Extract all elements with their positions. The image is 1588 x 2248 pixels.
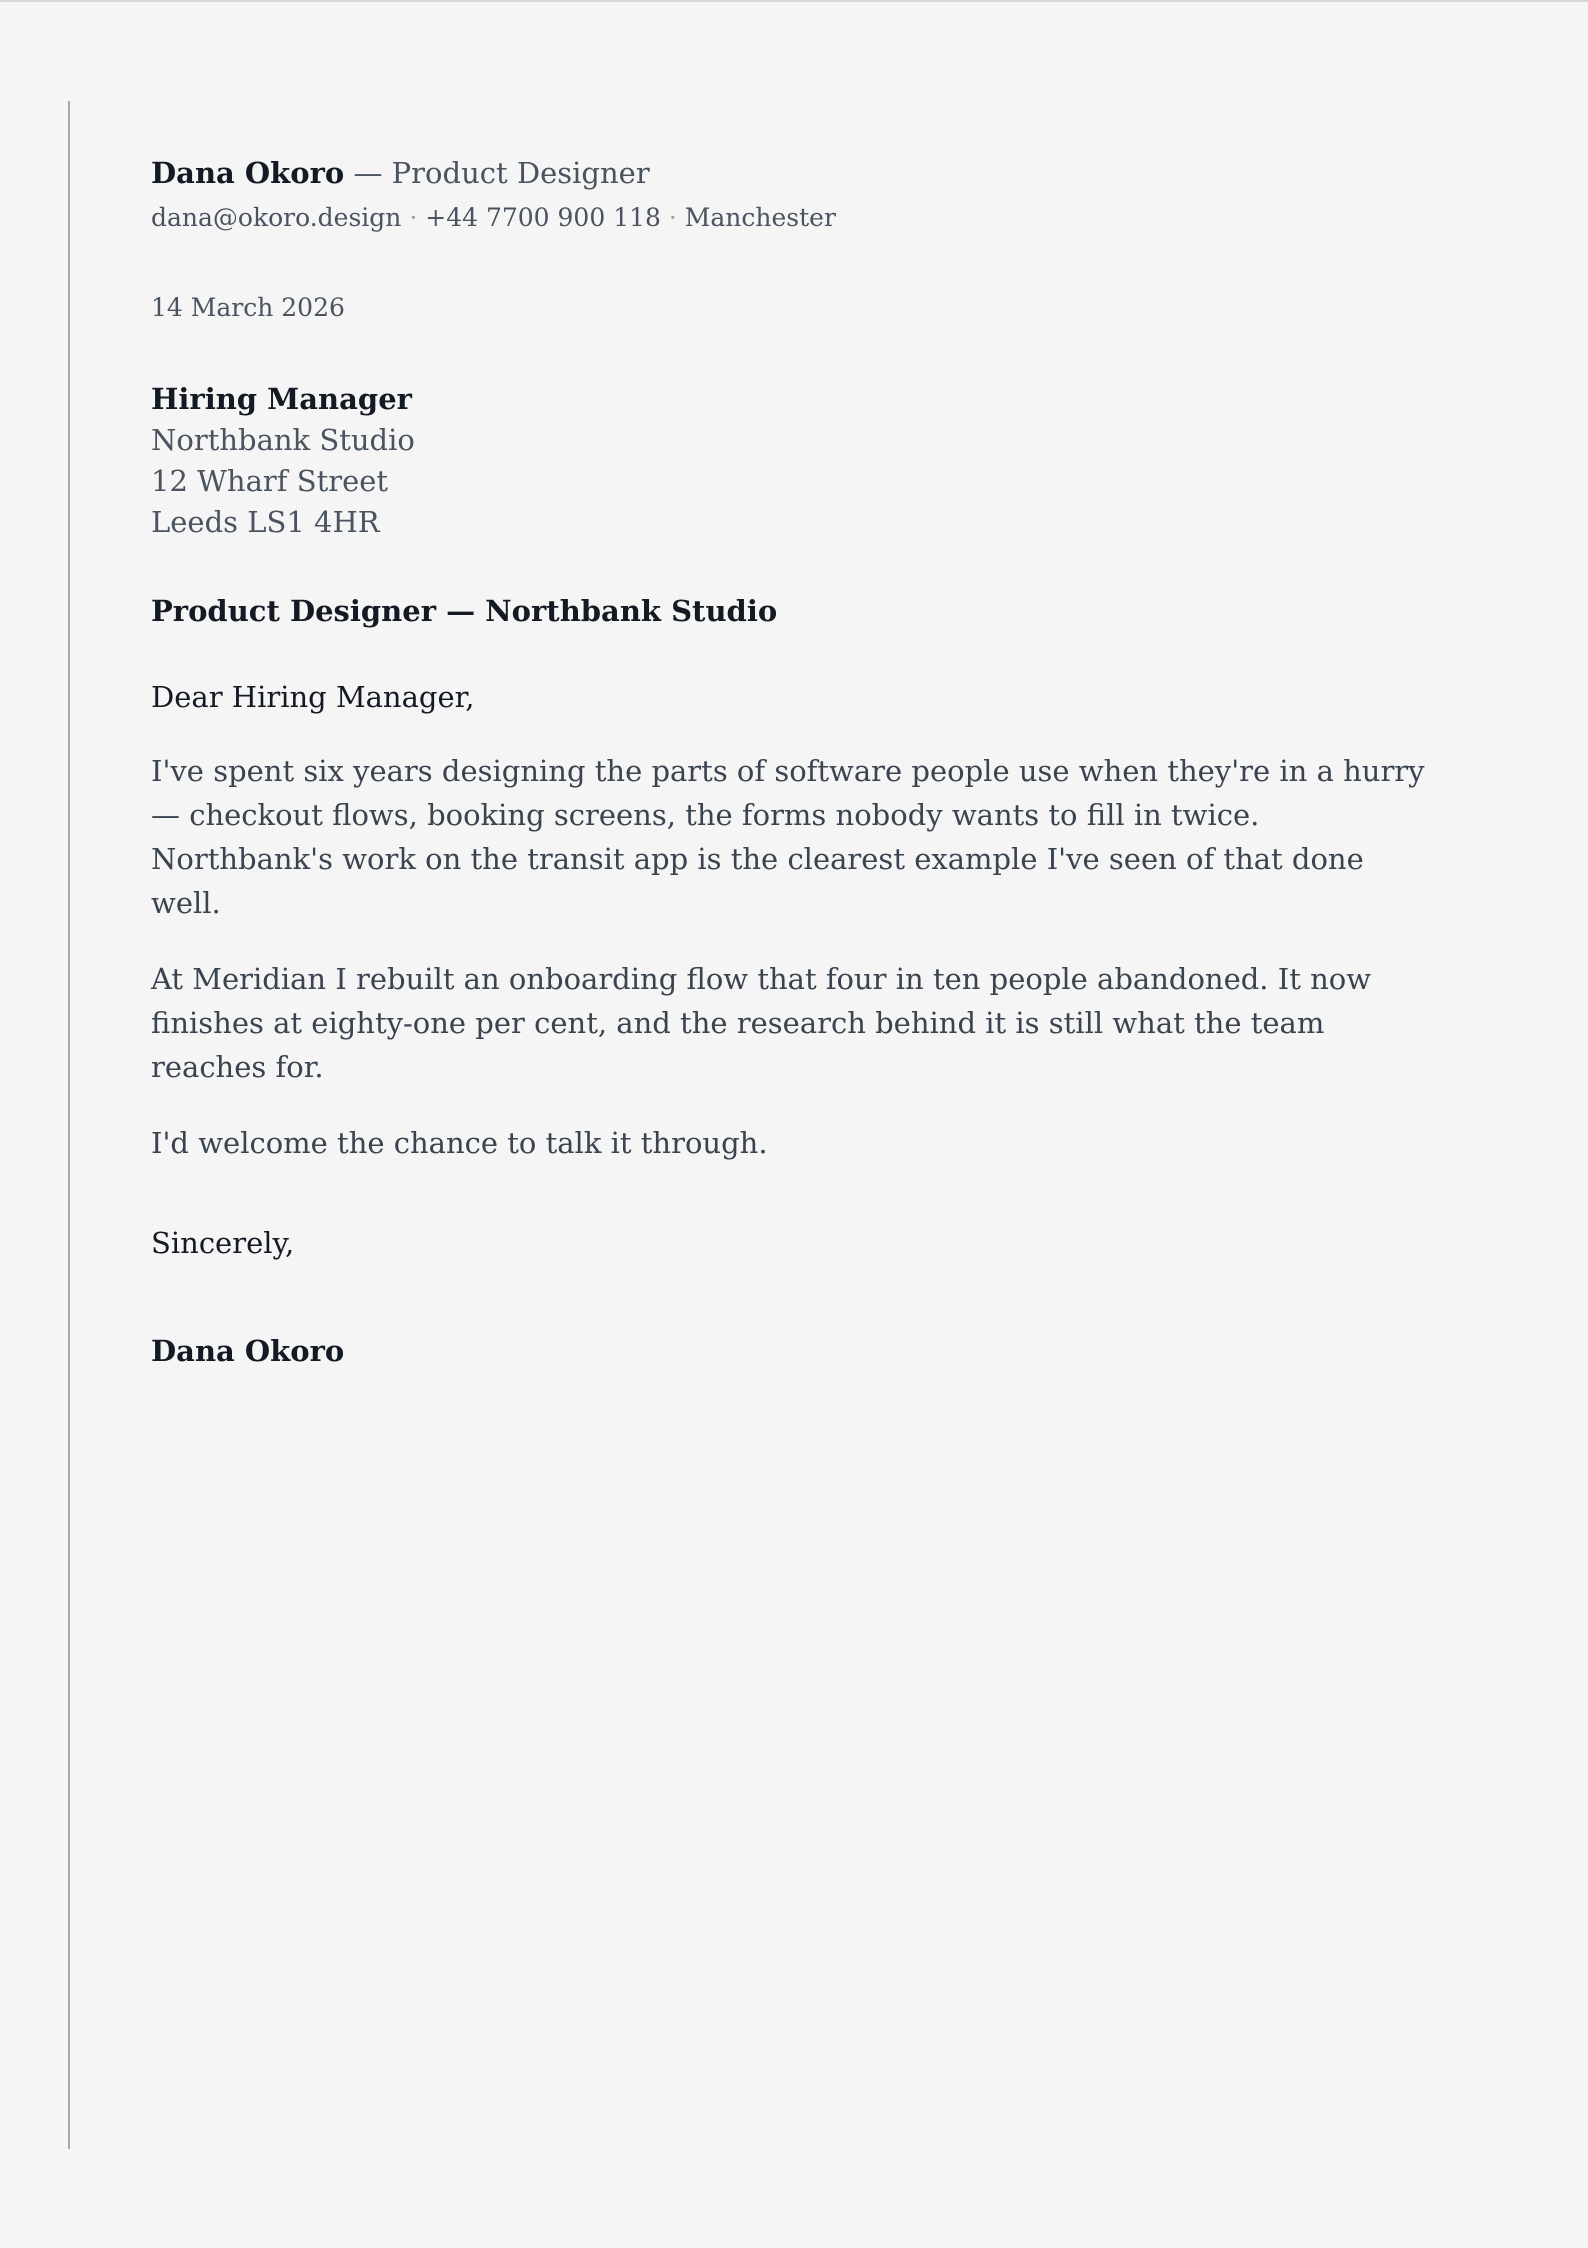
recipient-name: Hiring Manager (151, 382, 412, 416)
sender-contact (151, 201, 1441, 235)
letter-date: 14 March 2026 (151, 293, 345, 322)
body-paragraph: I've spent six years designing the parts of software people use when they're in a hurry — checkout flows, booking screens, the forms nobody wants to fill in twice. Northbank's work on the transit app is the clearest example I've seen of that done well. (151, 754, 1425, 920)
recipient-city-postcode: Leeds LS1 4HR (151, 505, 380, 539)
contact-separator: · (660, 203, 685, 232)
body-paragraph: I'd welcome the chance to talk it through. (151, 1126, 768, 1160)
recipient-block (151, 379, 1441, 543)
cover-letter (151, 153, 1441, 1371)
sender-city: Manchester (684, 203, 836, 232)
contact-separator: · (401, 203, 426, 232)
sender-phone: +44 7700 900 118 (425, 203, 661, 232)
signature: Dana Okoro (151, 1334, 345, 1368)
sender-email: dana@okoro.design (151, 203, 402, 232)
body-paragraph: At Meridian I rebuilt an onboarding flow that four in ten people abandoned. It now finishes at eighty-one per cent, and the research behind it is still what the team reaches for. (151, 962, 1372, 1084)
recipient-company: Northbank Studio (151, 423, 415, 457)
sender-header (151, 153, 1441, 193)
closing: Sincerely, (151, 1226, 295, 1260)
left-margin-rule (68, 101, 70, 2149)
sender-title-separator: — (344, 156, 392, 190)
letter-subject: Product Designer — Northbank Studio (151, 594, 778, 628)
salutation: Dear Hiring Manager, (151, 680, 475, 714)
sender-name: Dana Okoro (151, 156, 345, 190)
recipient-street: 12 Wharf Street (151, 464, 389, 498)
sender-title: Product Designer (391, 156, 650, 190)
